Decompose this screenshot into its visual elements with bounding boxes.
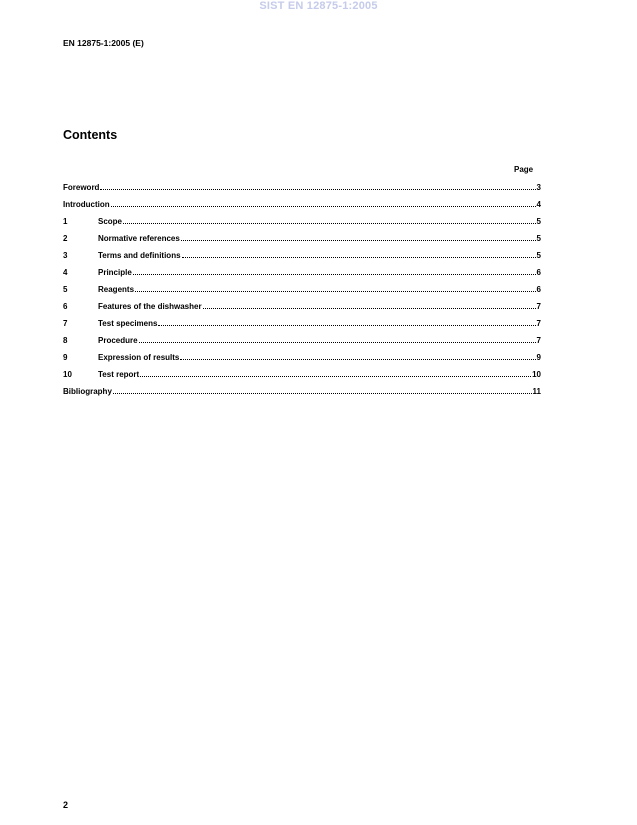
toc-dot-leader bbox=[140, 369, 531, 377]
toc-entry-title: Introduction bbox=[63, 200, 110, 209]
toc-entry-title: Test specimens bbox=[98, 319, 158, 328]
toc-dot-leader bbox=[135, 284, 536, 292]
toc-dot-leader bbox=[182, 250, 536, 258]
toc-entry-title: Procedure bbox=[98, 336, 138, 345]
toc-entry-number: 8 bbox=[63, 336, 68, 345]
toc-entry[interactable] bbox=[63, 250, 541, 267]
toc-entry-number: 5 bbox=[63, 285, 68, 294]
toc-entry-number: 1 bbox=[63, 217, 68, 226]
toc-entry-number: 9 bbox=[63, 353, 68, 362]
toc-entry-page: 9 bbox=[536, 353, 541, 362]
toc-entry-number: 4 bbox=[63, 268, 68, 277]
toc-dot-leader bbox=[133, 267, 536, 275]
contents-title: Contents bbox=[63, 128, 118, 142]
toc-entry-number: 6 bbox=[63, 302, 68, 311]
toc-dot-leader bbox=[181, 233, 536, 241]
toc-dot-leader bbox=[139, 335, 536, 343]
page-number: 2 bbox=[63, 800, 69, 810]
toc-entry-title: Expression of results bbox=[98, 353, 180, 362]
document-id: EN 12875-1:2005 (E) bbox=[63, 38, 144, 48]
toc-dot-leader bbox=[100, 182, 535, 190]
toc-entry-number: 3 bbox=[63, 251, 68, 260]
toc-entry-page: 6 bbox=[536, 268, 541, 277]
toc-entry-title: Principle bbox=[98, 268, 132, 277]
toc-dot-leader bbox=[123, 216, 536, 224]
toc-entry[interactable] bbox=[63, 267, 541, 284]
toc-entry-page: 10 bbox=[532, 370, 541, 379]
toc-entry-page: 3 bbox=[536, 183, 541, 192]
toc-entry-page: 4 bbox=[536, 200, 541, 209]
toc-dot-leader bbox=[203, 301, 536, 309]
toc-entry-page: 5 bbox=[536, 217, 541, 226]
toc-dot-leader bbox=[158, 318, 535, 326]
toc-entry-page: 5 bbox=[536, 251, 541, 260]
toc-entry-page: 11 bbox=[532, 387, 541, 396]
toc-entry[interactable] bbox=[63, 369, 541, 386]
toc-dot-leader bbox=[180, 352, 535, 360]
toc-entry[interactable] bbox=[63, 284, 541, 301]
toc-entry-page: 7 bbox=[536, 302, 541, 311]
table-of-contents bbox=[63, 182, 541, 403]
toc-entry-title: Reagents bbox=[98, 285, 135, 294]
toc-entry[interactable] bbox=[63, 199, 541, 216]
toc-entry-page: 7 bbox=[536, 336, 541, 345]
toc-entry-title: Terms and definitions bbox=[98, 251, 181, 260]
toc-entry[interactable] bbox=[63, 318, 541, 335]
toc-entry-title: Features of the dishwasher bbox=[98, 302, 202, 311]
toc-entry-title: Foreword bbox=[63, 183, 100, 192]
toc-entry-page: 7 bbox=[536, 319, 541, 328]
toc-entry[interactable] bbox=[63, 301, 541, 318]
toc-entry-number: 2 bbox=[63, 234, 68, 243]
toc-entry-title: Bibliography bbox=[63, 387, 112, 396]
toc-entry-title: Test report bbox=[98, 370, 140, 379]
toc-entry-page: 6 bbox=[536, 285, 541, 294]
page-column-label: Page bbox=[514, 165, 534, 174]
toc-entry[interactable] bbox=[63, 352, 541, 369]
toc-entry[interactable] bbox=[63, 182, 541, 199]
toc-entry[interactable] bbox=[63, 335, 541, 352]
toc-entry[interactable] bbox=[63, 233, 541, 250]
toc-entry[interactable] bbox=[63, 386, 541, 403]
toc-entry-page: 5 bbox=[536, 234, 541, 243]
toc-entry-title: Scope bbox=[98, 217, 123, 226]
toc-entry-number: 10 bbox=[63, 370, 72, 379]
toc-entry[interactable] bbox=[63, 216, 541, 233]
watermark: SIST EN 12875-1:2005 bbox=[259, 0, 378, 12]
toc-entry-number: 7 bbox=[63, 319, 68, 328]
toc-entry-title: Normative references bbox=[98, 234, 180, 243]
toc-dot-leader bbox=[113, 386, 532, 394]
toc-dot-leader bbox=[111, 199, 536, 207]
